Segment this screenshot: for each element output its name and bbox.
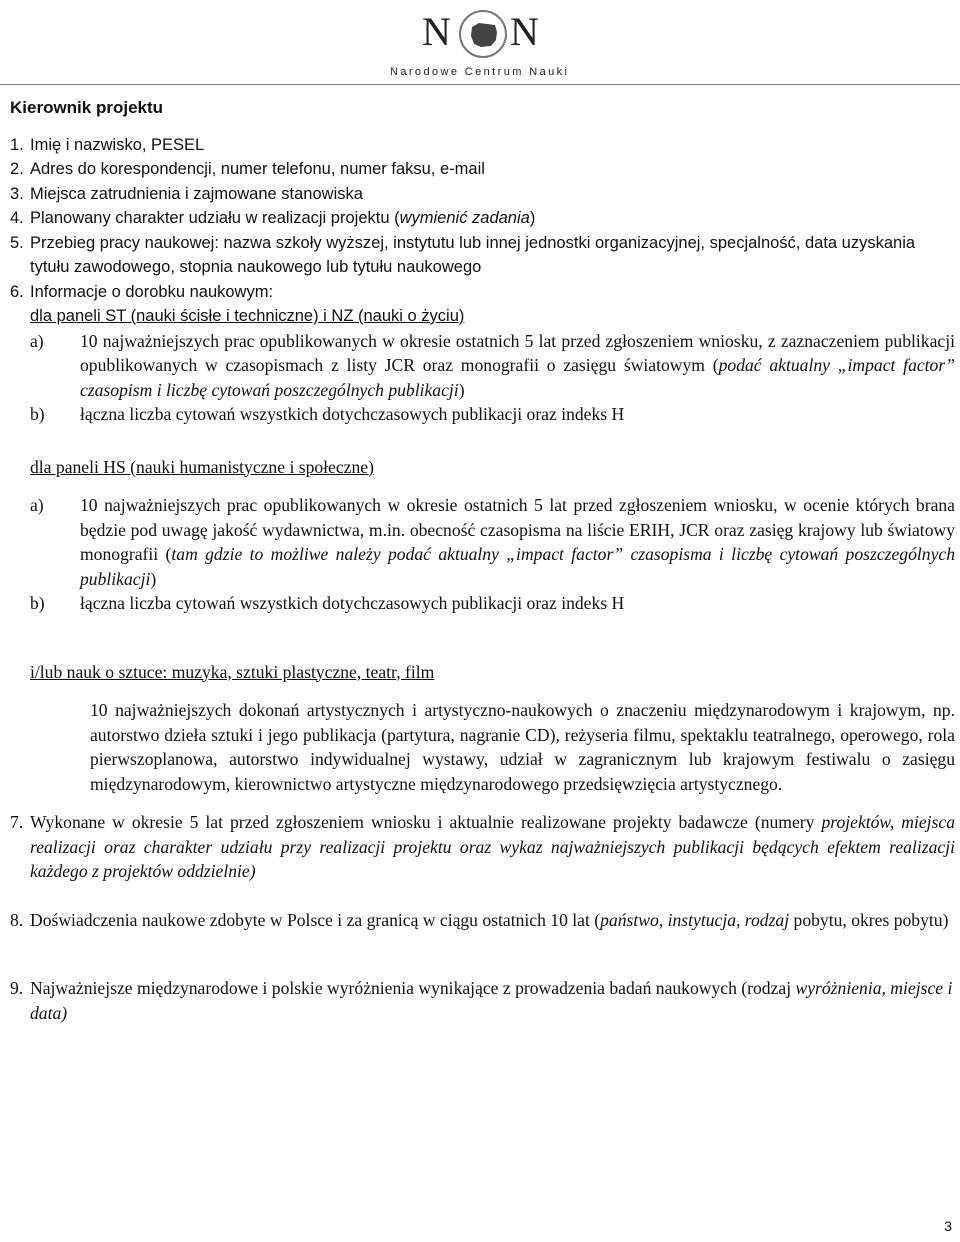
ncn-logo <box>392 6 582 80</box>
header-divider <box>0 84 960 85</box>
logo-letter-left: N <box>422 9 452 54</box>
list-item-9: 9. Najważniejsze międzynarodowe i polskie wyróżnienia wynikające z prowadzenia badań naukowych (rodzaj wyróżnienia, miejsce i data) <box>10 978 953 1023</box>
section-heading: Kierownik projektu <box>10 98 164 117</box>
list-item-8: 8. Doświadczenia naukowe zdobyte w Polsce i za granicą w ciągu ostatnich 10 lat (państwo, instytucja, rodzaj pobytu, okres pobytu) <box>10 909 949 930</box>
logo-letter-right: N <box>510 9 540 54</box>
st-item-a: a) 10 najważniejszych prac opublikowanych w okresie ostatnich 5 lat przed zgłoszeniem wniosku, z zaznaczeniem publikacji opublikowanych w czasopismach z listy JCR oraz monografii o zasięgu światowym (podać aktualny „impact factor” czasopism i liczbę cytowań poszczególnych publikacji) <box>30 330 955 400</box>
list-item: 2. Adres do korespondencji, numer telefonu, numer faksu, e-mail <box>10 160 485 178</box>
arts-section <box>10 660 955 797</box>
st-panel-section <box>10 304 955 427</box>
st-panel-title: dla paneli ST (nauki ścisłe i techniczne) i NZ (nauki o życiu) <box>30 307 465 325</box>
list-item: 4. Planowany charakter udziału w realizacji projektu (wymienić zadania) <box>10 209 536 227</box>
hs-panel-title: dla paneli HS (nauki humanistyczne i społeczne) <box>30 456 374 477</box>
st-item-b: b) łączna liczba cytowań wszystkich dotychczasowych publikacji oraz indeks H <box>30 404 625 424</box>
document-body <box>10 96 955 1025</box>
arts-title: i/lub nauk o sztuce: muzyka, sztuki plastyczne, teatr, film <box>30 661 435 682</box>
arts-text: 10 najważniejszych dokonań artystycznych i artystyczno-naukowych o znaczeniu międzynarodowym i krajowym, np. autorstwo dzieła sztuki i jego publikacja (partytura, nagranie CD), reżyseria filmu, spektaklu teatralnego, operowego, rola pierwszoplanowa, autorstwo indywidualnej wystawy, udział w zagranicznym lub krajowym festiwalu o zasięgu międzynarodowym, kierownictwo artystyczne międzynarodowego przedsięwzięcia artystycznego. <box>90 700 955 794</box>
list-item: 5. Przebieg pracy naukowej: nazwa szkoły wyższej, instytutu lub innej jednostki organizacyjnej, specjalność, data uzyskania tytułu zawodowego, stopnia naukowego lub tytułu naukowego <box>10 233 916 276</box>
logo-subtitle: Narodowe Centrum Nauki <box>390 66 570 78</box>
logo-circle-icon <box>459 10 507 58</box>
list-item: 3. Miejsca zatrudnienia i zajmowane stanowiska <box>10 184 363 203</box>
hs-item-b: b) łączna liczba cytowań wszystkich dotychczasowych publikacji oraz indeks H <box>30 593 625 613</box>
list-item: 6. Informacje o dorobku naukowym: <box>10 282 274 301</box>
page-number: 3 <box>944 1218 952 1234</box>
list-item-7: 7. Wykonane w okresie 5 lat przed zgłoszeniem wniosku i aktualnie realizowane projekty badawcze (numery projektów, miejsca realizacji oraz charakter udziału przy realizacji projektu oraz wykaz najważniejszych publikacji będących efektem realizacji każdego z projektów oddzielnie) <box>10 812 955 881</box>
hs-panel-section <box>10 455 955 616</box>
hs-item-a: a) 10 najważniejszych prac opublikowanych w okresie ostatnich 5 lat przed zgłoszeniem wniosku, w ocenie których brana będzie pod uwagę jakość wydawnictwa, m.in. obecność czasopisma na liście ERIH, JCR oraz zasięg krajowy lub światowy monografii (tam gdzie to możliwe należy podać aktualny „impact factor” czasopisma i liczbę cytowań poszczególnych publikacji) <box>30 495 955 589</box>
numbered-list <box>10 133 955 305</box>
list-item: 1. Imię i nazwisko, PESEL <box>10 135 205 154</box>
